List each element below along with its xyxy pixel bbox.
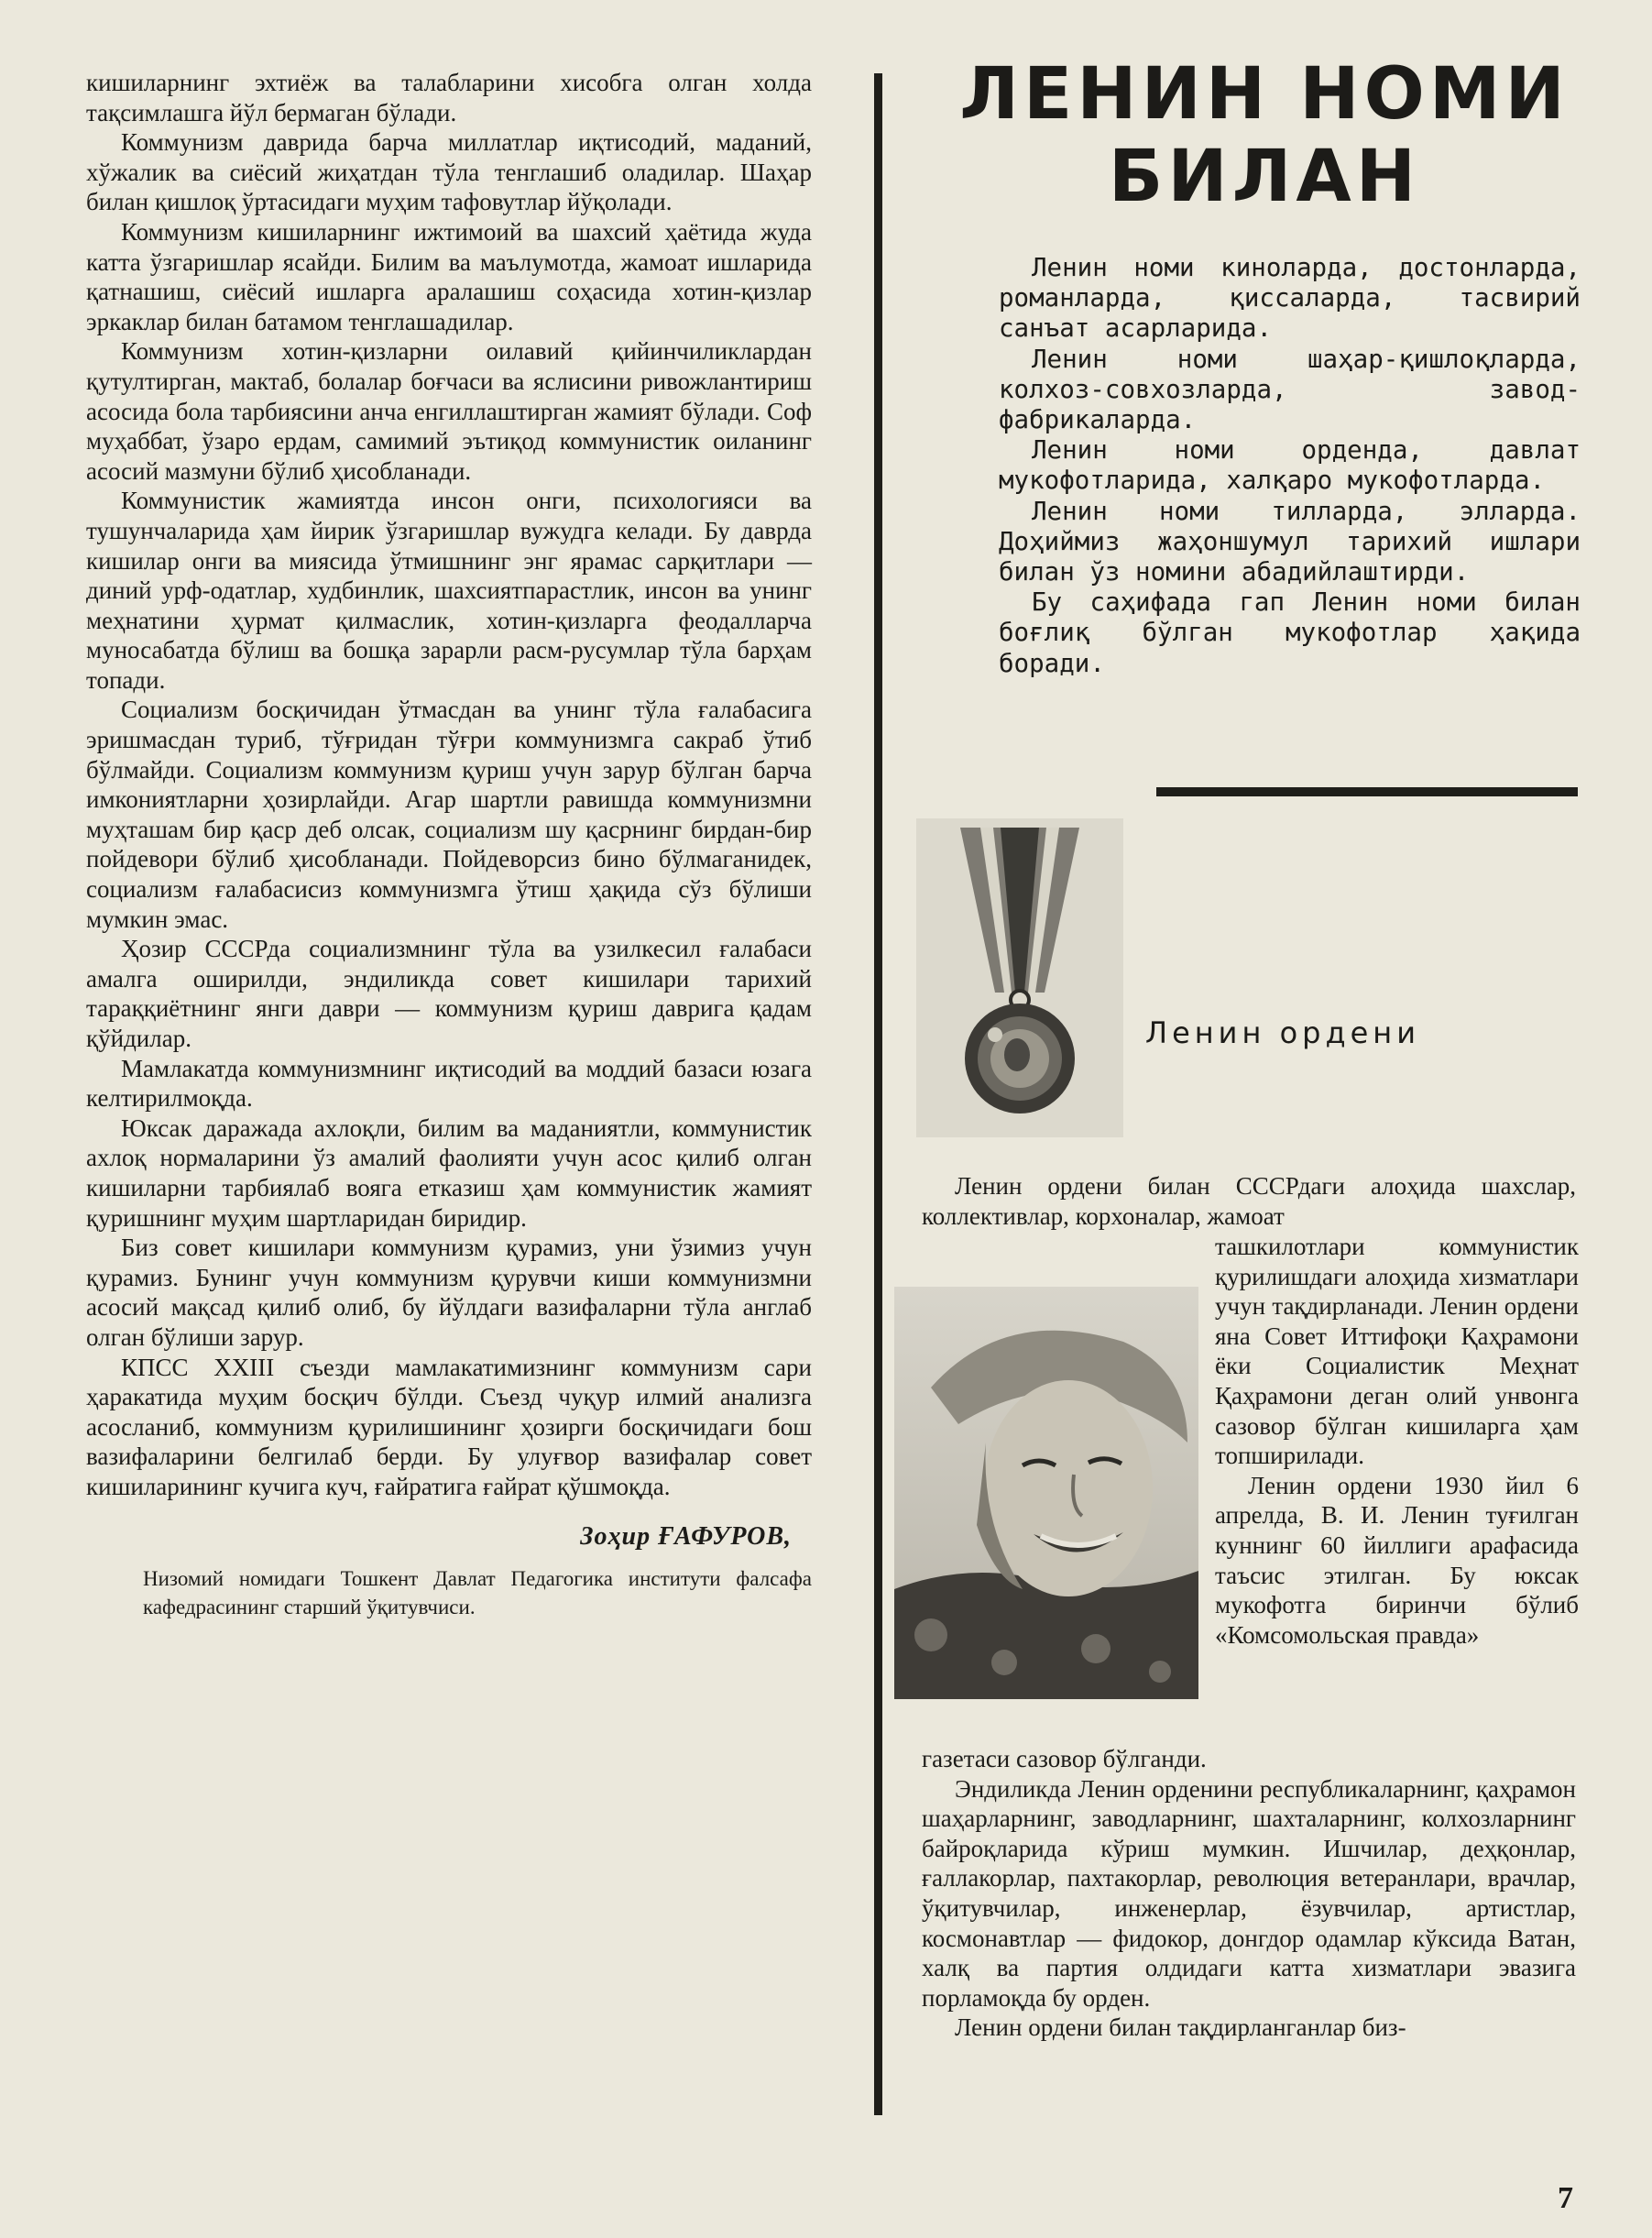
left-paragraph: Коммунизм даврида барча миллатлар иқтисодий, маданий, хўжалик ва сиёсий жиҳатдан тўла тенглашиб оладилар. Шаҳар билан қишлоқ ўртасидаги муҳим тафовутлар йўқолади. (86, 128, 812, 216)
author-affiliation: Низомий номидаги Тошкент Давлат Педагогика институти фалсафа кафедрасининг старший ўқитувчиси. (143, 1567, 812, 1619)
order-text-side (1215, 1232, 1579, 1650)
order-text-bottom (922, 1744, 1576, 2043)
intro-paragraph: Ленин номи орденда, давлат мукофотларида, халқаро мукофотларда. (999, 435, 1581, 496)
intro-block (999, 253, 1581, 679)
order-paragraph: Ленин ордени билан СССРдаги алоҳида шахслар, коллективлар, корхоналар, жамоат (922, 1172, 1576, 1230)
left-paragraph: Ҳозир СССРда социализмнинг тўла ва узилкесил ғалабаси амалга оширилди, эндиликда совет кишилари тарихий тараққиётнинг янги даври — коммунизм қуриш даврига қадам қўйдилар. (86, 935, 812, 1052)
left-paragraph: Коммунизм хотин-қизларни оилавий қийинчиликлардан қутултирган, мактаб, болалар боғчаси ва яслисини ривожлантириш асосида бола тарбиясини анча енгиллаштирган жамият бўлади. Соф муҳаббат, ўзаро ердам, самимий эътиқод коммунистик оиланинг асосий мазмуни бўлиб ҳисобланади. (86, 337, 812, 485)
left-paragraph: Коммунизм кишиларнинг ижтимоий ва шахсий ҳаётида жуда катта ўзгаришлар ясайди. Билим ва маълумотда, жамоат ишларида қатнашиш, сиёсий ишларга аралашиш соҳасида хотин-қизлар эркаклар билан батамом тенглашадилар. (86, 217, 812, 335)
left-article-column (86, 68, 812, 1621)
intro-paragraph: Бу саҳифада гап Ленин номи билан боғлиқ бўлган мукофотлар ҳақида боради. (999, 587, 1581, 678)
left-paragraph: КПСС XXIII съезди мамлакатимизнинг коммунизм сари ҳаракатида муҳим босқич бўлди. Съезд чуқур илмий анализга асосланиб, коммунизм қурилишининг ҳозирги босқичидаги бош вазифаларини белгилаб берди. Бу улуғвор вазифалар совет кишиларининг кучига куч, ғайратига ғайрат қўшмоқда. (86, 1353, 812, 1500)
medal-caption: Ленин ордени (1145, 1015, 1420, 1050)
page-number: 7 (1558, 2181, 1573, 2215)
order-text-top (922, 1171, 1576, 1231)
left-paragraph: Юксак даражада ахлоқли, билим ва маданиятли, коммунистик ахлоқ нормаларини ўз амалий фаолияти учун асос қилиб олган кишиларни тарбиялаб вояга етказиш ҳам коммунистик жамият қуришнинг муҳим шартларидан биридир. (86, 1114, 812, 1232)
order-paragraph: Ленин ордени 1930 йил 6 апрелда, В. И. Ленин туғилган куннинг 60 йиллиги арафасида таъсис этилган. Бу юксак мукофотга биринчи бўлиб «Комсомольская правда» (1215, 1471, 1579, 1649)
title-line: БИЛАН (1108, 136, 1421, 218)
medal-icon (916, 818, 1123, 1137)
left-paragraph: Биз совет кишилари коммунизм қурамиз, уни ўзимиз учун қурамиз. Бунинг учун коммунизм қурувчи киши коммунизмни асосий мақсад қилиб олиб, бу йўлдаги вазифаларни тўла англаб олган бўлиши зарур. (86, 1234, 812, 1351)
intro-paragraph: Ленин номи киноларда, достонларда, романларда, қиссаларда, тасвирий санъат асарларида. (999, 253, 1581, 344)
title-line: ЛЕНИН НОМИ (959, 53, 1570, 136)
lenin-order-medal-image (916, 818, 1123, 1137)
intro-paragraph: Ленин номи тилларда, элларда. Доҳиймиз жаҳоншумул тарихий ишлари билан ўз номини абадийлаштирди. (999, 496, 1581, 587)
left-paragraph: кишиларнинг эхтиёж ва талабларини хисобга олган холда тақсимлашга йўл бермаган бўлади. (86, 69, 812, 126)
order-paragraph: ташкилотлари коммунистик қурилишдаги алоҳида хизматлари учун тақдирланади. Ленин ордени яна Совет Иттифоқи Қаҳрамони ёки Социалистик Меҳнат Қаҳрамони деган олий унвонга сазовор бўлган кишиларга ҳам топширилади. (1215, 1233, 1579, 1470)
order-paragraph: газетаси сазовор бўлганди. (922, 1745, 1207, 1772)
order-paragraph: Ленин ордени билан тақдирланганлар биз- (955, 2013, 1406, 2042)
section-rule (1156, 787, 1578, 796)
portrait-photo (894, 1287, 1198, 1699)
left-paragraph: Социализм босқичидан ўтмасдан ва унинг тўла ғалабасига эришмасдан туриб, тўғридан тўғри коммунизмга сакраб ўтиб бўлмайди. Социализм коммунизм қуриш учун зарур бўлган барча имкониятларни ҳозирлайди. Агар шартли равишда коммунизмни муҳташам бир қаср деб олсак, социализм шу қасрнинг бирдан-бир пойдевори бўлиб ҳисобланади. Пойдеворсиз бино бўлмаганидек, социализм ғалабасисиз коммунизмга ўтиш ҳақида сўз бўлиши мумкин эмас. (86, 696, 812, 933)
order-paragraph: Эндиликда Ленин орденини республикаларнинг, қаҳрамон шаҳарларнинг, заводларнинг, шахталарнинг, колхозларнинг байроқларида кўриш мумкин. Ишчилар, деҳқонлар, ғаллакорлар, пахтакорлар, революция ветеранлари, врачлар, ўқитувчилар, инженерлар, ёзувчилар, артистлар, космонавтлар — фидокор, донгдор одамлар кўксида Ватан, халқ ва партия олдидаги катта хизматлари эвазига порламоқда бу орден. (922, 1774, 1576, 2012)
intro-paragraph: Ленин номи шаҳар-қишлоқларда, колхоз-совхозларда, завод-фабрикаларда. (999, 344, 1581, 435)
left-paragraph: Коммунистик жамиятда инсон онги, психологияси ва тушунчаларида ҳам йирик ўзгаришлар вужудга келади. Бу даврда кишилар онги ва миясида ўтмишнинг энг ярамас сарқитлари — диний урф-одатлар, худбинлик, шахсиятпарастлик, инсон ва унинг меҳнатини ҳурмат қилмаслик, хотин-қизларга феодалларча муносабатда бўлиш ва бошқа зарарли расм-русумлар тўла барҳам топади. (86, 487, 812, 694)
article-title (935, 53, 1594, 218)
author-signature: Зоҳир ҒАФУРОВ, (580, 1521, 792, 1551)
column-divider (874, 73, 882, 2115)
left-paragraph: Мамлакатда коммунизмнинг иқтисодий ва моддий базаси юзага келтирилмоқда. (86, 1054, 812, 1113)
woman-portrait-icon (894, 1287, 1198, 1699)
